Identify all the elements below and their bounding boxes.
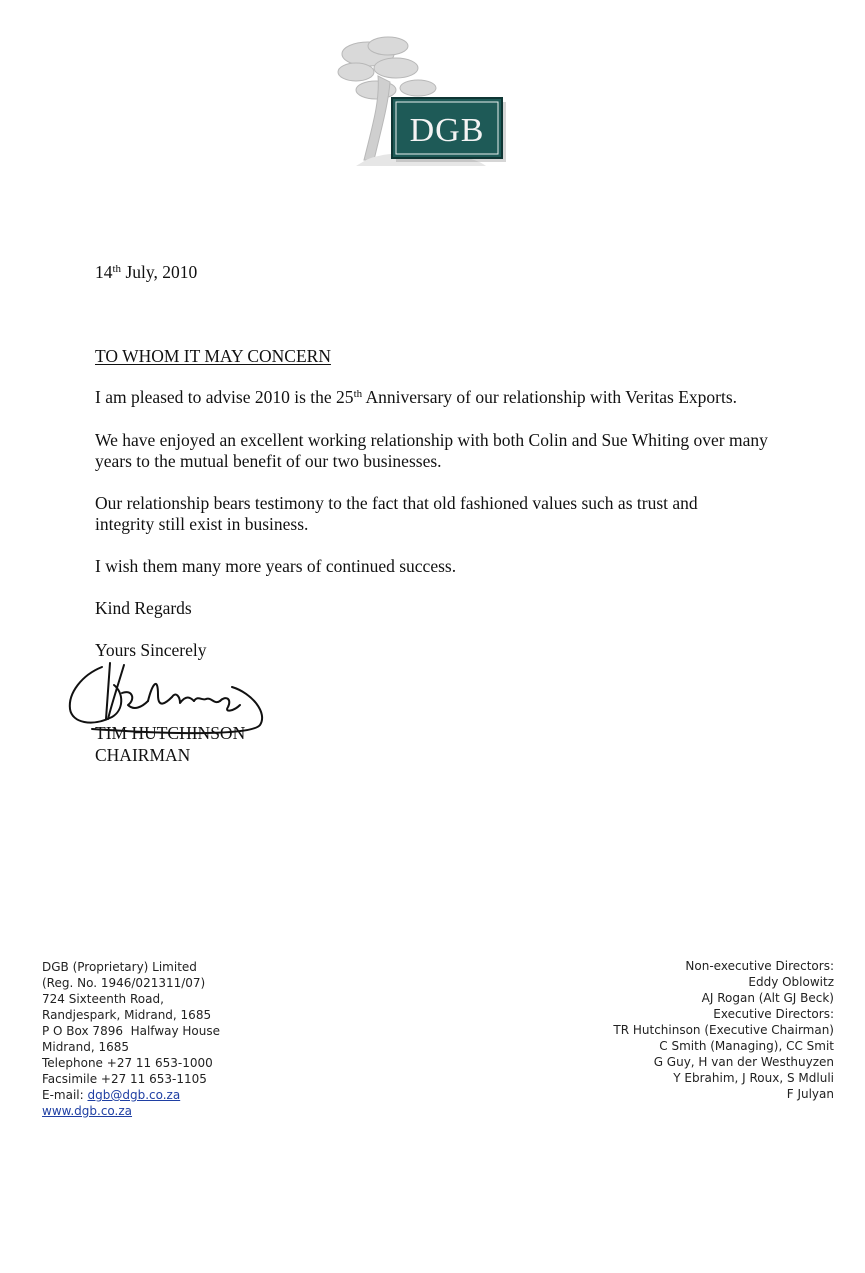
footer-right-line: Y Ebrahim, J Roux, S Mdluli: [673, 1071, 834, 1085]
letter-heading: TO WHOM IT MAY CONCERN: [95, 346, 331, 366]
footer-website-row: [42, 1103, 220, 1119]
footer-right-line: AJ Rogan (Alt GJ Beck): [701, 991, 834, 1005]
logo-text: DGB: [409, 112, 485, 149]
paragraph-values: Our relationship bears testimony to the fact that old fashioned values such as trust and integrity still exist in business.: [95, 493, 698, 534]
footer-left-line: Telephone +27 11 653-1000: [42, 1056, 213, 1070]
footer-left-line: P O Box 7896 Halfway House: [42, 1024, 221, 1038]
email-link[interactable]: dgb@dgb.co.za: [87, 1088, 181, 1102]
paragraph-wishes: I wish them many more years of continued success.: [95, 556, 457, 576]
footer-right-line: Non-executive Directors:: [685, 959, 834, 973]
footer-left-line: (Reg. No. 1946/021311/07): [42, 976, 206, 990]
closing-kind-regards: Kind Regards: [95, 598, 192, 618]
handwritten-signature: [62, 655, 272, 745]
footer-email-row: [42, 1087, 220, 1103]
paragraph-anniversary: [95, 387, 795, 408]
p1-text-before: I am pleased to advise 2010 is the 25: [95, 387, 354, 407]
closing-yours-sincerely: Yours Sincerely: [95, 640, 207, 660]
footer-left-line: 724 Sixteenth Road,: [42, 992, 164, 1006]
date-rest: July, 2010: [121, 262, 198, 282]
email-label: E-mail:: [42, 1088, 88, 1102]
signer-title: CHAIRMAN: [95, 745, 191, 765]
footer-right-line: Executive Directors:: [713, 1007, 834, 1021]
dgb-logo: [326, 32, 526, 177]
footer-right-line: TR Hutchinson (Executive Chairman): [613, 1023, 834, 1037]
footer-right-line: Eddy Oblowitz: [748, 975, 834, 989]
date-suffix: th: [112, 263, 122, 275]
footer-right-line: C Smith (Managing), CC Smit: [659, 1039, 834, 1053]
footer-directors: [613, 958, 834, 1102]
letter-date: [95, 262, 197, 283]
footer-company-details: [42, 959, 220, 1119]
footer-left-line: DGB (Proprietary) Limited: [42, 960, 197, 974]
p1-superscript: th: [353, 388, 363, 400]
footer-left-line: Midrand, 1685: [42, 1040, 129, 1054]
footer-right-line: F Julyan: [786, 1087, 834, 1101]
paragraph-relationship: We have enjoyed an excellent working relationship with both Colin and Sue Whiting over many years to the mutual benefit of our two businesses.: [95, 430, 768, 471]
signer-name: TIM HUTCHINSON: [95, 723, 246, 743]
p1-text-after: Anniversary of our relationship with Veritas Exports.: [362, 387, 738, 407]
footer-left-line: Randjespark, Midrand, 1685: [42, 1008, 212, 1022]
footer-left-line: Facsimile +27 11 653-1105: [42, 1072, 207, 1086]
date-day: 14: [95, 262, 113, 282]
footer-right-line: G Guy, H van der Westhuyzen: [653, 1055, 834, 1069]
website-link[interactable]: www.dgb.co.za: [42, 1104, 133, 1118]
